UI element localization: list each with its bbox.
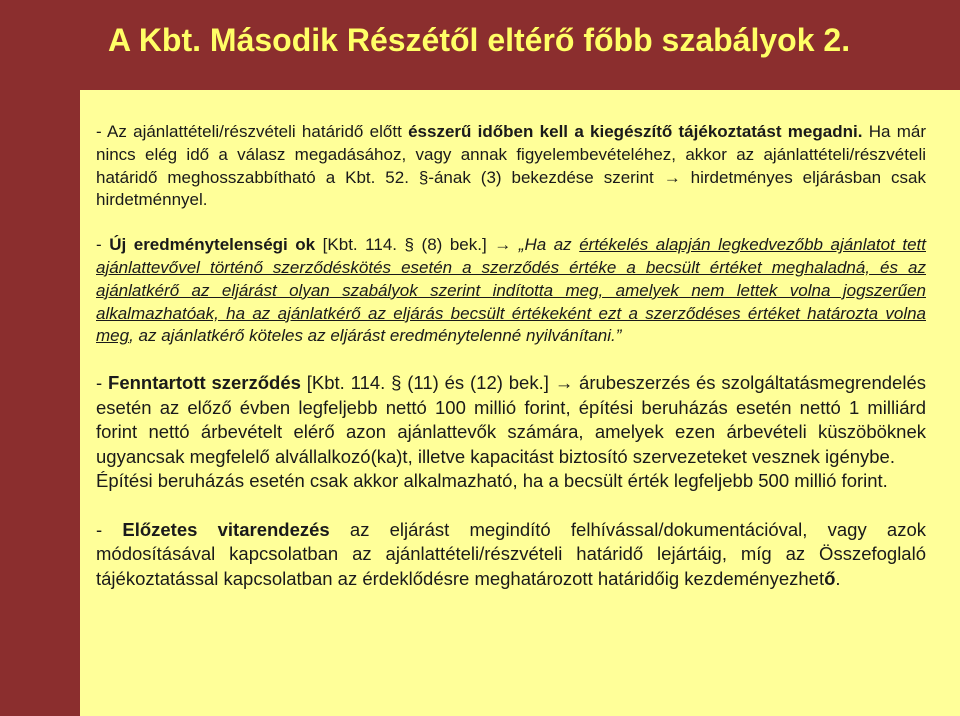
p3-bold: Fenntartott szerződés xyxy=(108,372,301,394)
p4-text-a: - xyxy=(96,518,123,540)
p4-text-e: . xyxy=(835,567,841,589)
p4-bold: Előzetes vitarendezés xyxy=(122,518,330,540)
arrow-icon: → xyxy=(663,167,681,187)
arrow-icon: → xyxy=(554,372,574,394)
p3-text-c: [Kbt. 114. § (11) és (12) bek.] xyxy=(300,372,555,394)
p2-quote-underlined: értékelés alapján legkedvezőbb ajánlatot tett ajánlattevővel történő szerződéskötés esetén a szerződés értéke a becsült értéket meghaladná, és az ajánlatkérő az eljárást olyan szabályok szerint indította meg, amelyek nem lettek volna jogszerűen alkalmazhatóak, ha az ajánlatkérő az eljárás becsült értékeként ezt a szerződéses értéket határozta volna meg xyxy=(96,235,926,346)
paragraph-construction-limit xyxy=(96,469,926,494)
p3-text-d: árubeszerzés és szolgáltatásmegrendelés esetén az előző évben legfeljebb nettó 100 millió forint, építési beruházás esetén nettó 1 milliárd forint nettó árbevételt elérő azon ajánlattevők számára, amelyek ezen árbevételi küszöböknek ugyancsak megfelelő alvállalkozó(ka)t, illetve kapacitást biztosító szervezeteket vesznek igénybe. xyxy=(96,372,926,467)
slide-body xyxy=(96,121,926,591)
paragraph-clarification xyxy=(96,121,926,212)
slide-title: A Kbt. Második Részétől eltérő főbb szabályok 2. xyxy=(108,22,851,58)
p2-text-c: [Kbt. 114. § (8) bek.] xyxy=(315,235,495,255)
p2-text-a: - xyxy=(96,235,110,255)
p2-quote-start: „Ha az xyxy=(511,235,580,255)
p2-quote-end: , az ajánlatkérő köteles az eljárást eredménytelenné nyilvánítani.” xyxy=(129,326,622,346)
p1-text-d: hirdetményes eljárásban csak hirdetménnyel. xyxy=(96,167,927,210)
paragraph-reserved-contract xyxy=(96,371,926,469)
arrow-icon: → xyxy=(494,235,512,255)
p1-text-c: Ha már nincs elég idő a válasz megadásához, vagy annak figyelembevételéhez, akkor az ajánlattételi/részvételi határidő meghosszabbítható a Kbt. 52. §-ának (3) bekezdése szerint xyxy=(96,122,926,187)
p4-bold-letter: ő xyxy=(824,567,836,589)
paragraph-preliminary-dispute xyxy=(96,518,926,592)
p1-text-a: - Az ajánlattételi/részvételi határidő előtt xyxy=(96,122,409,141)
p3-text-e: Építési beruházás esetén csak akkor alkalmazható, ha a becsült érték legfeljebb 500 millió forint. xyxy=(96,470,888,492)
paragraph-new-unsuccessful-ground xyxy=(96,234,926,348)
p1-bold: ésszerű időben kell a kiegészítő tájékoztatást megadni. xyxy=(408,122,863,141)
p2-bold: Új eredménytelenségi ok xyxy=(109,235,316,255)
p3-text-a: - xyxy=(96,372,109,394)
p4-text-c: az eljárást megindító felhívással/dokumentációval, vagy azok módosításával kapcsolatban az ajánlattételi/részvételi határidő lejártáig, míg az Összefoglaló tájékoztatással kapcsolatban az érdeklődésre meghatározott határidőig kezdeményezhet xyxy=(96,518,926,589)
